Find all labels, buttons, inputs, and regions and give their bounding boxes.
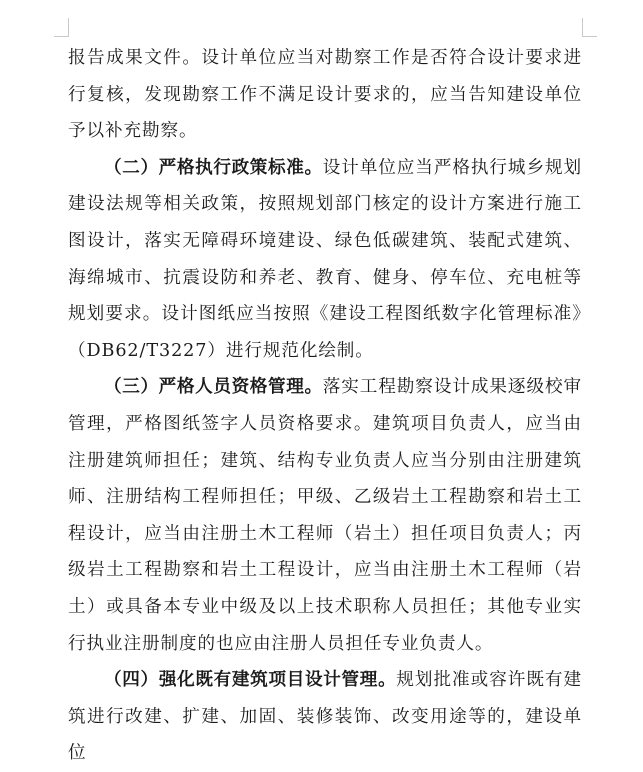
margin-corner-mark-right (582, 18, 597, 37)
paragraph-heading: （二）严格执行政策标准。 (104, 157, 323, 178)
paragraph-body: 报告成果文件。设计单位应当对勘察工作是否符合设计要求进行复核，发现勘察工作不满足设计要求的，应当告知建设单位予以补充勘察。 (68, 48, 582, 142)
paragraph-heading: （三）严格人员资格管理。 (104, 377, 323, 398)
paragraph-continuation (68, 40, 582, 150)
paragraph-heading: （四）强化既有建筑项目设计管理。 (104, 670, 397, 691)
paragraph-policy-standards (68, 150, 582, 370)
paragraph-body: 落实工程勘察设计成果逐级校审管理，严格图纸签字人员资格要求。建筑项目负责人，应当由注册建筑师担任；建筑、结构专业负责人应当分别由注册建筑师、注册结构工程师担任；甲级、乙级岩土工程勘察和岩土工程设计，应当由注册土木工程师（岩土）担任项目负责人；丙级岩土工程勘察和岩土工程设计，应当由注册土木工程师（岩土）或具备本专业中级及以上技术职称人员担任；其他专业实行执业注册制度的也应由注册人员担任专业负责人。 (68, 377, 582, 654)
paragraph-existing-buildings (68, 662, 582, 772)
paragraph-body: 规划批准或容许既有建筑进行改建、扩建、加固、装修装饰、改变用途等的，建设单位 (68, 670, 582, 764)
paragraph-body: 设计单位应当严格执行城乡规划建设法规等相关政策，按照规划部门核定的设计方案进行施工图设计，落实无障碍环境建设、绿色低碳建筑、装配式建筑、海绵城市、抗震设防和养老、教育、健身、停车位、充电桩等规划要求。设计图纸应当按照《建设工程图纸数字化管理标准》（DB62/T3227）进行规范化绘制。 (68, 157, 582, 361)
paragraph-personnel-qualification (68, 369, 582, 662)
document-body[interactable] (68, 40, 582, 772)
margin-corner-mark-left (54, 18, 69, 37)
